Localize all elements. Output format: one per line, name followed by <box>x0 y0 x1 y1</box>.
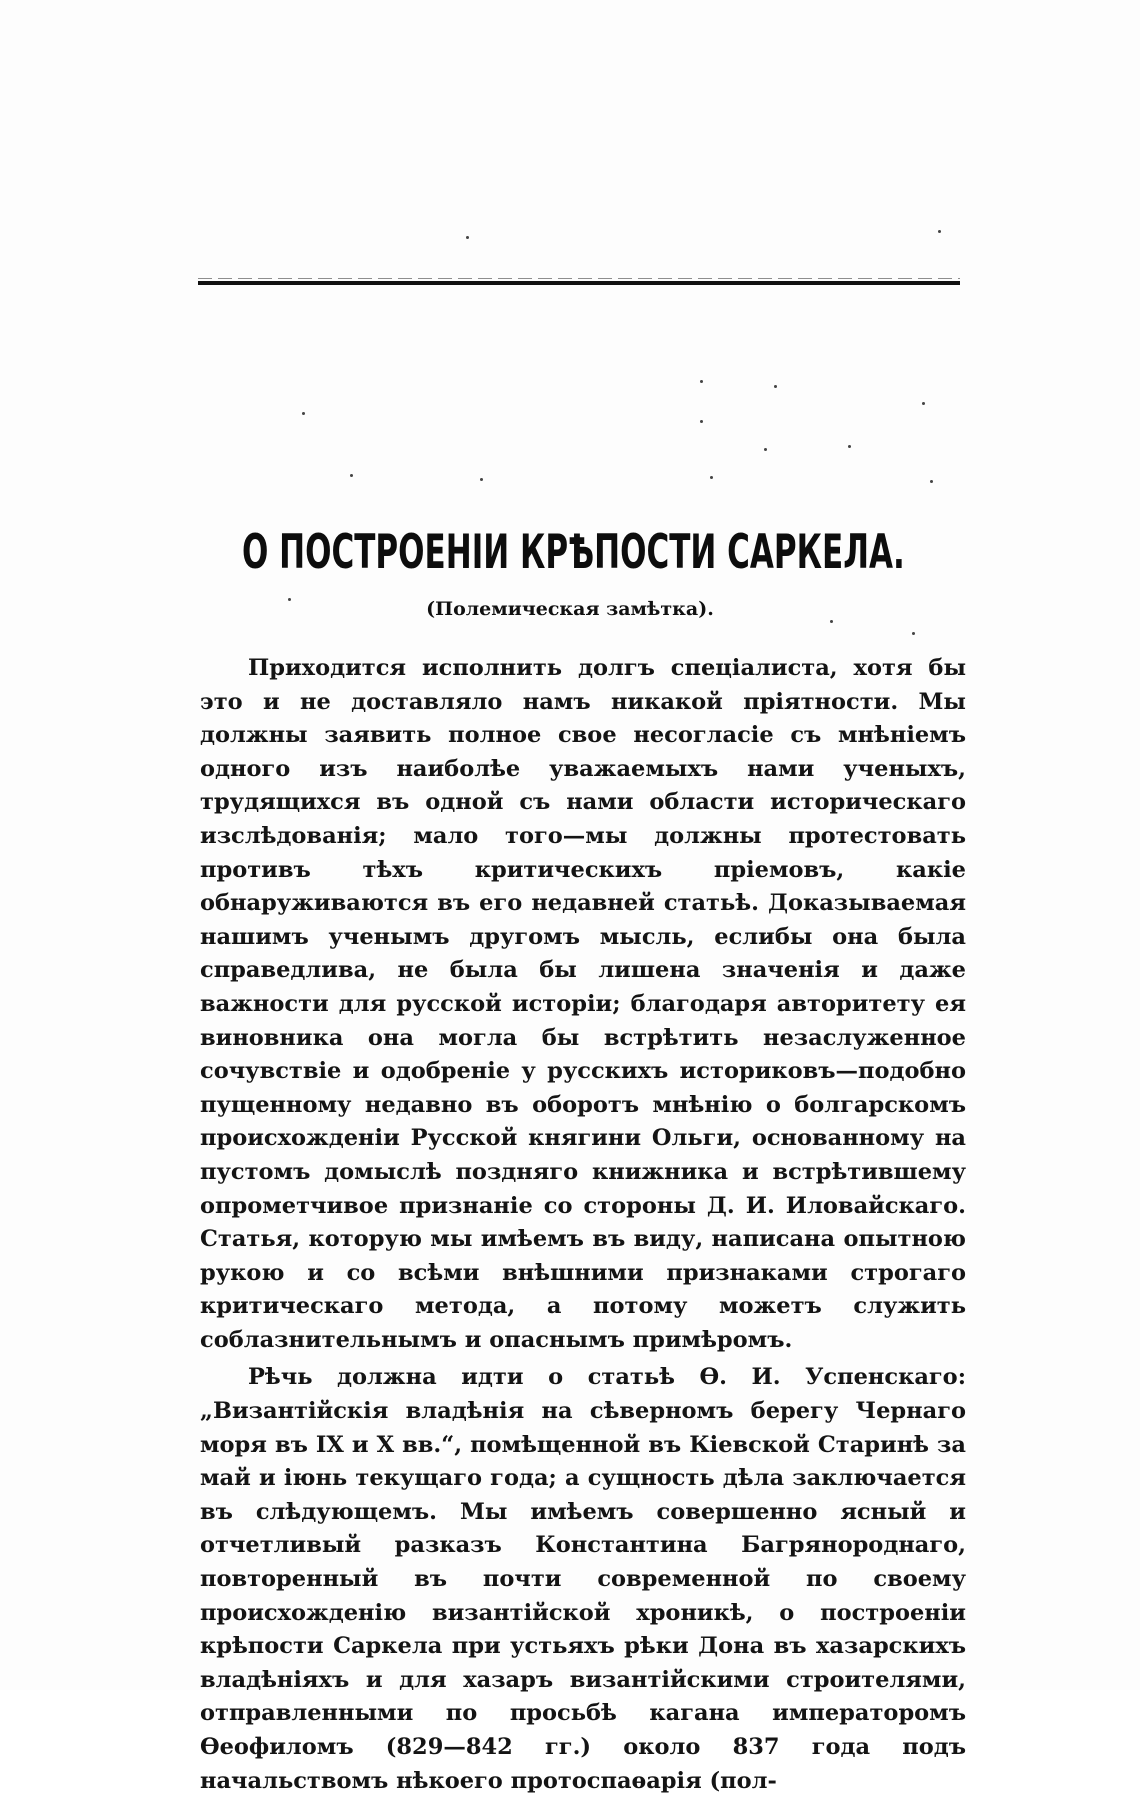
article-body <box>200 652 966 1798</box>
article-title: О ПОСТРОЕНІИ КРѢПОСТИ САРКЕЛА. <box>242 525 905 580</box>
header-rule-thin <box>198 278 960 279</box>
paragraph-1: Приходится исполнить долгъ спеціалиста, хотя бы это и не доставляло намъ никакой пріятности. Мы должны заявить полное свое несогласіе съ мнѣніемъ одного изъ наиболѣе уважаемыхъ нами ученыхъ, трудящихся въ одной съ нами области историческаго изслѣдованія; мало того—мы должны протестовать противъ тѣхъ критическихъ пріемовъ, какіе обнаруживаются въ его недавней статьѣ. Доказываемая нашимъ ученымъ другомъ мысль, еслибы она была справедлива, не была бы лишена значенія и даже важности для русской исторіи; благодаря авторитету ея виновника она могла бы встрѣтить незаслуженное сочувствіе и одобреніе у русскихъ историковъ—подобно пущенному недавно въ оборотъ мнѣнію о болгарскомъ происхожденіи Русской княгини Ольги, основанному на пустомъ домыслѣ поздняго книжника и встрѣтившему опрометчивое признаніе со стороны Д. И. Иловайскаго. Статья, которую мы имѣемъ въ виду, написана опытною рукою и со всѣми внѣшними признаками строгаго критическаго метода, а потому можетъ служить соблазнительнымъ и опаснымъ примѣромъ. <box>200 655 966 1353</box>
paragraph-2: Рѣчь должна идти о статьѣ Ѳ. И. Успенскаго: „Византійскія владѣнія на сѣверномъ берегу Чернаго моря въ IX и X вв.“, помѣщенной въ Кіевской Старинѣ за май и іюнь текущаго года; а сущность дѣла заключается въ слѣдующемъ. Мы имѣемъ совершенно ясный и отчетливый разказъ Константина Багрянороднаго, повторенный въ почти современной по своему происхожденію византійской хроникѣ, о построеніи крѣпости Саркела при устьяхъ рѣки Дона въ хазарскихъ владѣніяхъ и для хазаръ византійскими строителями, отправленными по просьбѣ кагана императоромъ Ѳеофиломъ (829—842 гг.) около 837 года подъ начальствомъ нѣкоего протоспаѳарія (пол- <box>200 1364 966 1794</box>
header-rule <box>198 281 960 285</box>
article-subtitle: (Полемическая замѣтка). <box>426 598 714 620</box>
